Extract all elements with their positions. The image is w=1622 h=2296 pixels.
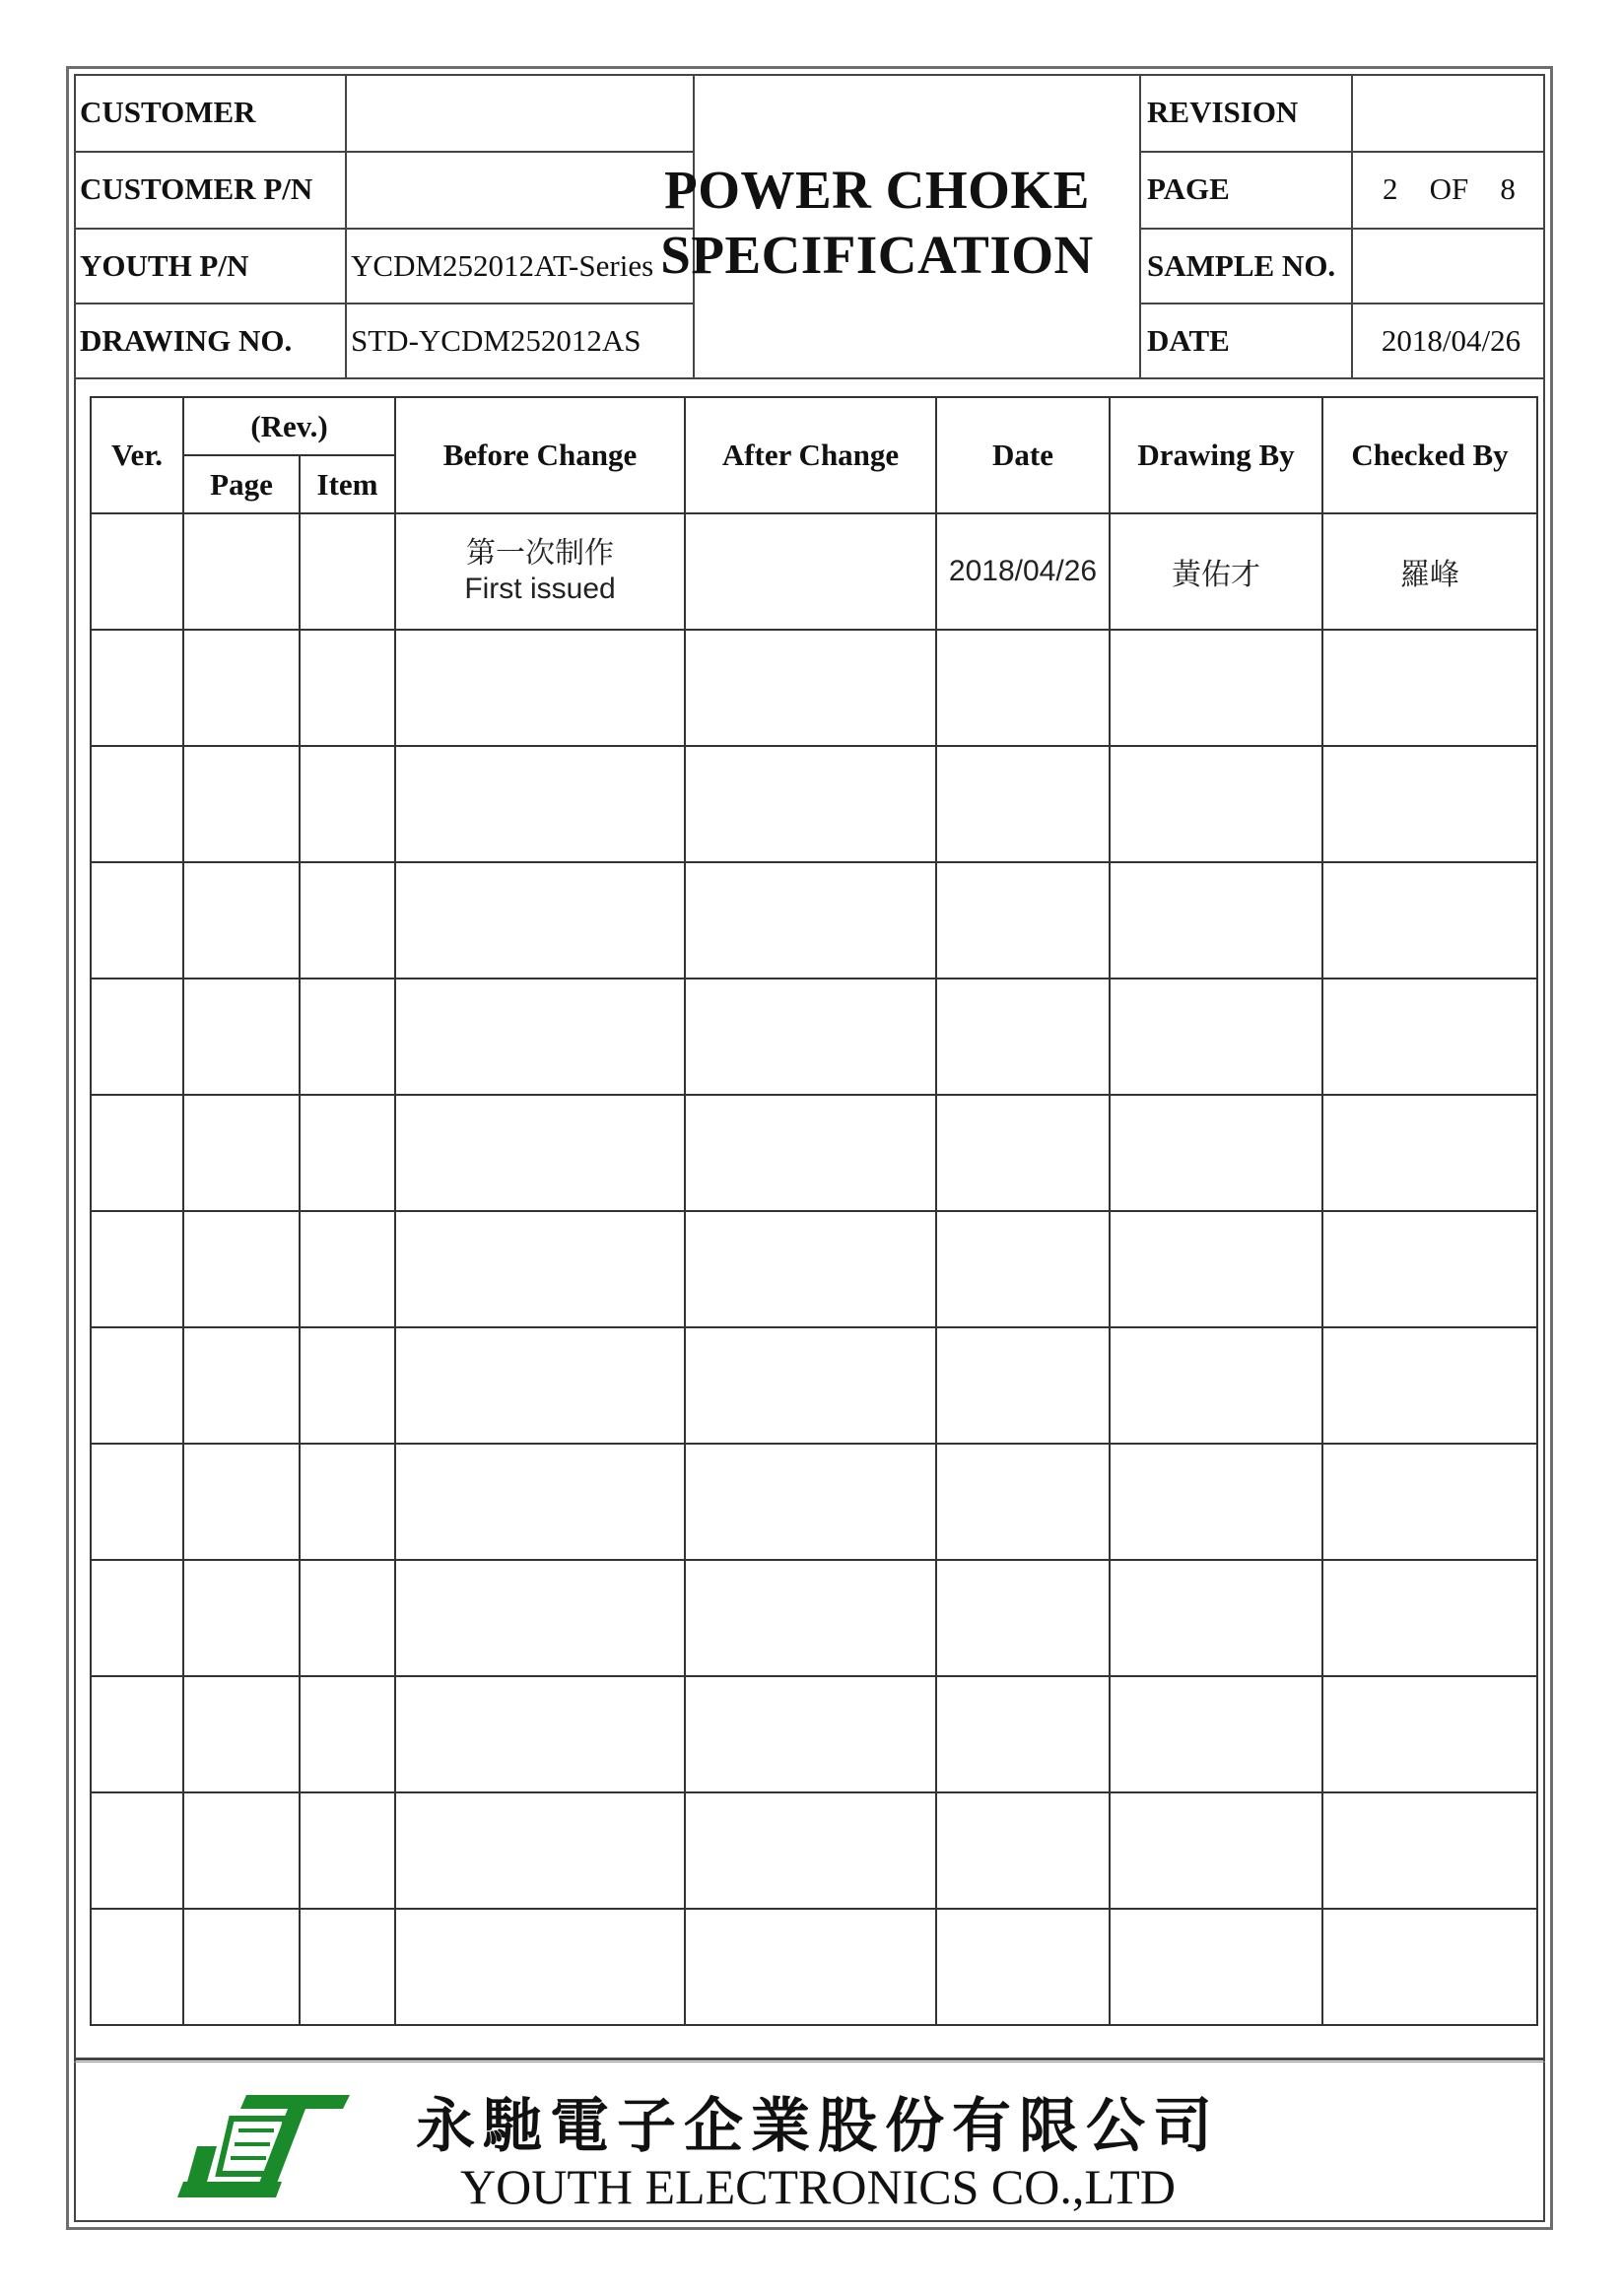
cell-item xyxy=(300,513,395,630)
table-row xyxy=(91,1327,1537,1444)
date-value: 2018/04/26 xyxy=(1381,323,1521,358)
table-row xyxy=(91,1909,1537,2025)
drawing-no-value: STD-YCDM252012AS xyxy=(351,323,642,358)
revision-history-table xyxy=(90,396,1538,2026)
youth-pn-label: YOUTH P/N xyxy=(80,248,249,283)
company-logo-icon xyxy=(177,2087,355,2205)
col-ver: Ver. xyxy=(91,397,183,513)
cell-ver xyxy=(91,513,183,630)
page-current: 2 xyxy=(1383,171,1398,206)
cell-page xyxy=(183,513,300,630)
col-page: Page xyxy=(183,455,300,513)
cell-drawing-by: 黃佑才 xyxy=(1110,513,1322,630)
page-label: PAGE xyxy=(1147,171,1230,206)
table-row xyxy=(91,746,1537,862)
company-name-chinese: 永馳電子企業股份有限公司 xyxy=(416,2092,1220,2161)
revision-label: REVISION xyxy=(1147,95,1299,129)
table-row xyxy=(91,1792,1537,1909)
table-row xyxy=(91,513,1537,630)
col-after-change: After Change xyxy=(685,397,936,513)
page-of: OF xyxy=(1429,171,1469,206)
table-row xyxy=(91,630,1537,746)
youth-pn-value: YCDM252012AT-Series xyxy=(351,248,654,283)
table-row xyxy=(91,1444,1537,1560)
title-line-2: SPECIFICATION xyxy=(660,225,1094,285)
before-change-en: First issued xyxy=(464,573,616,605)
table-row xyxy=(91,1676,1537,1792)
col-item: Item xyxy=(300,455,395,513)
table-row xyxy=(91,979,1537,1095)
title-line-1: POWER CHOKE xyxy=(664,160,1090,220)
cell-after-change xyxy=(685,513,936,630)
revision-value xyxy=(1353,74,1545,151)
page-total: 8 xyxy=(1500,171,1516,206)
sample-no-value xyxy=(1353,228,1545,304)
table-row xyxy=(91,1095,1537,1211)
company-name-english: YOUTH ELECTRONICS CO.,LTD xyxy=(460,2159,1176,2214)
col-before-change: Before Change xyxy=(395,397,685,513)
cell-date: 2018/04/26 xyxy=(936,513,1110,630)
table-row xyxy=(91,1560,1537,1676)
customer-pn-label: CUSTOMER P/N xyxy=(80,171,313,206)
col-drawing-by: Drawing By xyxy=(1110,397,1322,513)
cell-before-change xyxy=(395,513,685,630)
before-change-cn: 第一次制作 xyxy=(466,537,614,570)
col-date: Date xyxy=(936,397,1110,513)
footer-divider xyxy=(74,2058,1545,2062)
cell-checked-by: 羅峰 xyxy=(1322,513,1537,630)
table-header-row xyxy=(91,397,1537,455)
customer-value xyxy=(347,74,693,151)
page-number xyxy=(1353,151,1545,228)
customer-label: CUSTOMER xyxy=(80,95,256,129)
date-label: DATE xyxy=(1147,323,1230,358)
col-rev: (Rev.) xyxy=(183,397,395,455)
sample-no-label: SAMPLE NO. xyxy=(1147,248,1336,283)
page-title xyxy=(621,158,1133,288)
col-checked-by: Checked By xyxy=(1322,397,1537,513)
table-row xyxy=(91,1211,1537,1327)
table-row xyxy=(91,862,1537,979)
drawing-no-label: DRAWING NO. xyxy=(80,323,293,358)
